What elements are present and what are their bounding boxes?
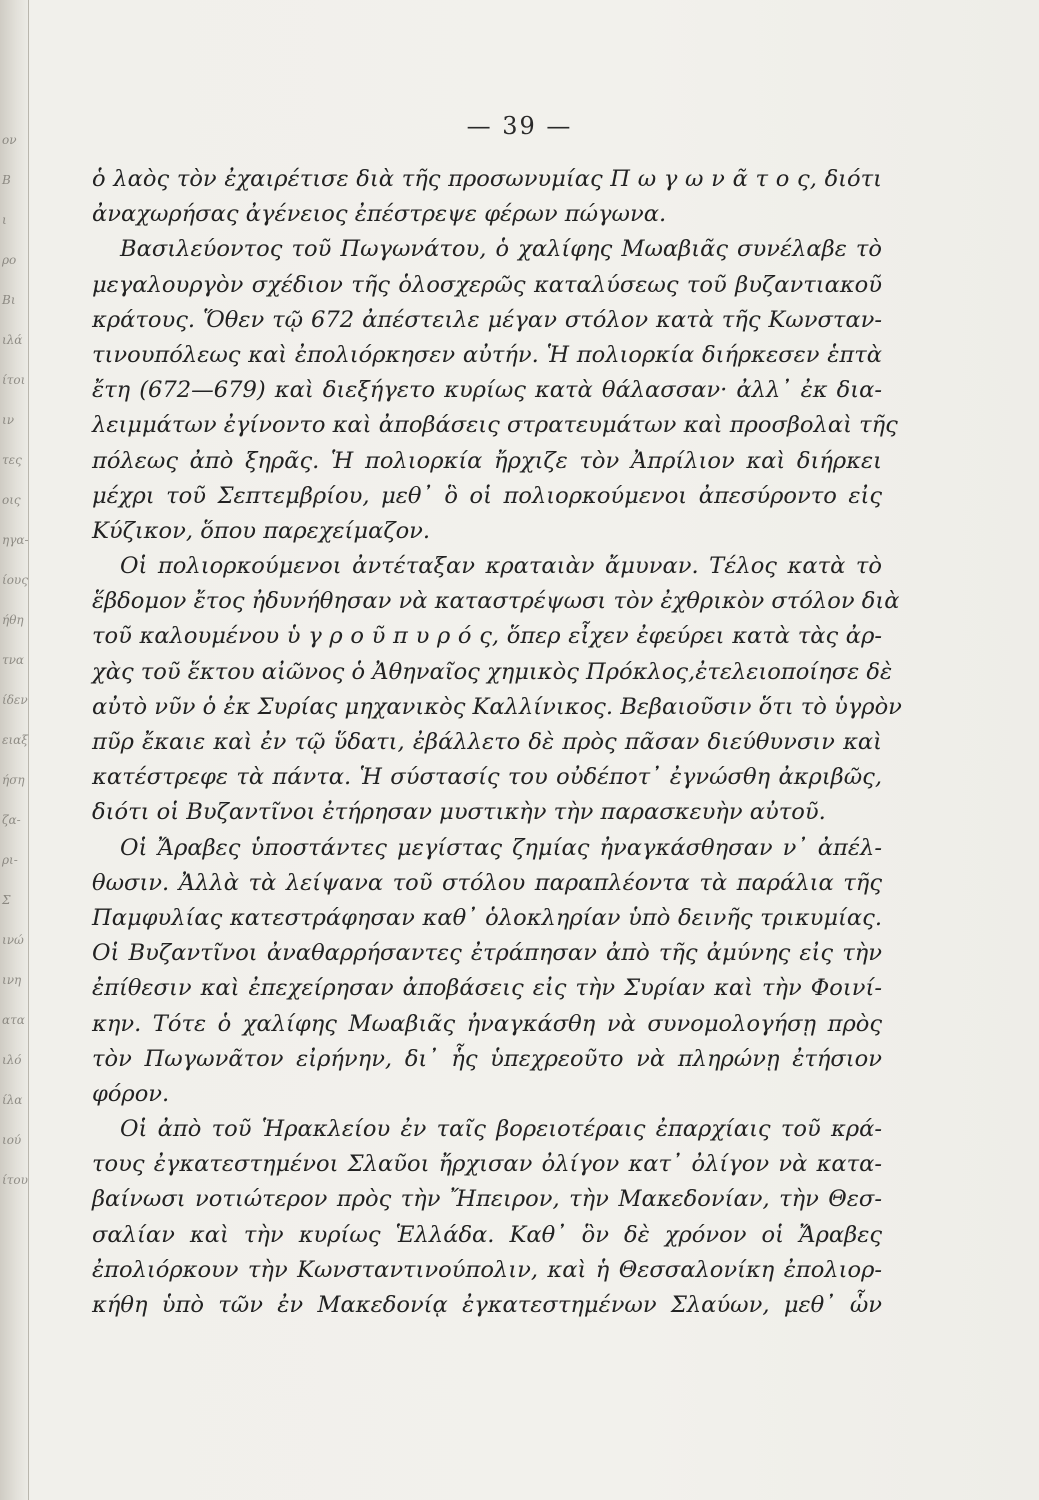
text-line: Κύζικον, ὅπου παρεχείμαζον. bbox=[92, 517, 431, 544]
edge-fragment: τνα bbox=[2, 653, 25, 667]
text-line: Οἱ Βυζαντῖνοι ἀναθαρρήσαντες ἐτράπησαν ἀπὸ τῆς ἀμύνης εἰς τὴν bbox=[92, 940, 882, 967]
edge-fragment: ήση bbox=[2, 773, 25, 787]
text-line: πῦρ ἔκαιε καὶ ἐν τῷ ὕδατι, ἐβάλλετο δὲ πρὸς πᾶσαν διεύθυνσιν καὶ bbox=[92, 729, 882, 755]
body-text bbox=[92, 162, 902, 1323]
edge-fragment: ρι- bbox=[2, 853, 18, 867]
edge-fragment: ήθη bbox=[2, 613, 24, 627]
edge-fragment: ιλό bbox=[2, 1053, 22, 1067]
edge-fragment: ιλά bbox=[2, 333, 23, 347]
facing-page-bleed bbox=[2, 120, 29, 1187]
text-line: ἀναχωρήσας ἀγένειος ἐπέστρεψε φέρων πώγωνα. bbox=[92, 201, 667, 228]
edge-fragment: οις bbox=[2, 493, 21, 507]
text-line: Οἱ ἀπὸ τοῦ Ἡρακλείου ἐν ταῖς βορειοτέραις ἐπαρχίαις τοῦ κρά- bbox=[120, 1116, 882, 1143]
text-line: ὁ λαὸς τὸν ἐχαιρέτισε διὰ τῆς προσωνυμίας Π ω γ ω ν ᾶ τ ο ς, διότι bbox=[92, 166, 882, 192]
edge-fragment: Βι bbox=[2, 293, 16, 307]
text-line: φόρον. bbox=[92, 1080, 170, 1107]
edge-fragment: ειαξ bbox=[2, 733, 28, 747]
text-line: Οἱ Ἄραβες ὑποστάντες μεγίστας ζημίας ἠναγκάσθησαν ν᾽ ἀπέλ- bbox=[120, 834, 882, 861]
edge-fragment: ον bbox=[2, 133, 17, 147]
edge-fragment: ζα- bbox=[2, 813, 21, 827]
text-line: μεγαλουργὸν σχέδιον τῆς ὁλοσχερῶς καταλύσεως τοῦ βυζαντιακοῦ bbox=[92, 271, 882, 298]
edge-fragment: ρο bbox=[2, 253, 17, 267]
text-line: διότι οἱ Βυζαντῖνοι ἐτήρησαν μυστικὴν τὴν παρασκευὴν αὐτοῦ. bbox=[92, 799, 826, 826]
text-line: ἐπολιόρκουν τὴν Κωνσταντινούπολιν, καὶ ἡ Θεσσαλονίκη ἐπολιορ- bbox=[92, 1256, 882, 1283]
binding-edge bbox=[0, 0, 29, 1500]
text-line: μέχρι τοῦ Σεπτεμβρίου, μεθ᾽ ὃ οἱ πολιορκούμενοι ἀπεσύροντο εἰς bbox=[92, 482, 882, 509]
edge-fragment: τες bbox=[2, 453, 22, 467]
text-line: Βασιλεύοντος τοῦ Πωγωνάτου, ὁ χαλίφης Μωαβιᾶς συνέλαβε τὸ bbox=[120, 236, 882, 263]
text-line: Παμφυλίας κατεστράφησαν καθ᾽ ὁλοκληρίαν ὑπὸ δεινῆς τρικυμίας. bbox=[92, 904, 882, 931]
edge-fragment: ινη bbox=[2, 973, 22, 987]
text-line: κράτους. Ὅθεν τῷ 672 ἀπέστειλε μέγαν στόλον κατὰ τῆς Κωνσταν- bbox=[92, 306, 882, 333]
text-line: κην. Τότε ὁ χαλίφης Μωαβιᾶς ἠναγκάσθη νὰ συνομολογήσῃ πρὸς bbox=[92, 1010, 882, 1037]
text-line: κήθη ὑπὸ τῶν ἐν Μακεδονίᾳ ἐγκατεστημένων Σλαύων, μεθ᾽ ὧν bbox=[92, 1292, 882, 1318]
edge-fragment: ηγα- bbox=[2, 533, 29, 547]
edge-fragment: ίους bbox=[2, 573, 28, 587]
page-number: — 39 — bbox=[466, 112, 573, 140]
text-line: χὰς τοῦ ἕκτου αἰῶνος ὁ Ἀθηναῖος χημικὸς Πρόκλος,ἐτελειοποίησε δὲ bbox=[92, 658, 893, 685]
text-line: τὸν Πωγωνᾶτον εἰρήνην, δι᾽ ἧς ὑπεχρεοῦτο νὰ πληρώνῃ ἐτήσιον bbox=[92, 1045, 882, 1072]
edge-fragment: ι bbox=[2, 213, 7, 227]
text-line: θωσιν. Ἀλλὰ τὰ λείψανα τοῦ στόλου παραπλέοντα τὰ παράλια τῆς bbox=[92, 869, 882, 896]
edge-fragment: ιν bbox=[2, 413, 14, 427]
text-line: ἔτη (672—679) καὶ διεξήγετο κυρίως κατὰ θάλασσαν· ἀλλ᾽ ἐκ δια- bbox=[92, 377, 882, 404]
edge-fragment: ίτοι bbox=[2, 373, 26, 387]
text-line: πόλεως ἀπὸ ξηρᾶς. Ἡ πολιορκία ἤρχιζε τὸν Ἀπρίλιον καὶ διήρκει bbox=[92, 447, 882, 474]
text-line: Οἱ πολιορκούμενοι ἀντέταξαν κραταιὰν ἄμυναν. Τέλος κατὰ τὸ bbox=[120, 553, 882, 580]
edge-fragment: ατα bbox=[2, 1013, 25, 1027]
text-line: τινουπόλεως καὶ ἐπολιόρκησεν αὐτήν. Ἡ πολιορκία διήρκεσεν ἑπτὰ bbox=[92, 341, 882, 368]
edge-fragment: ινώ bbox=[2, 933, 24, 947]
edge-fragment: Σ bbox=[2, 893, 11, 907]
edge-fragment: ίλα bbox=[2, 1093, 23, 1107]
edge-fragment: ίδεν bbox=[2, 693, 28, 707]
text-line: ἐπίθεσιν καὶ ἐπεχείρησαν ἀποβάσεις εἰς τὴν Συρίαν καὶ τὴν Φοινί- bbox=[92, 975, 882, 1002]
text-line: κατέστρεφε τὰ πάντα. Ἡ σύστασίς του οὐδέποτ᾽ ἐγνώσθη ἀκριβῶς, bbox=[92, 764, 882, 791]
text-line: αὐτὸ νῦν ὁ ἐκ Συρίας μηχανικὸς Καλλίνικος. Βεβαιοῦσιν ὅτι τὸ ὑγρὸν bbox=[92, 693, 902, 720]
edge-fragment: ιού bbox=[2, 1133, 22, 1147]
text-line: ἕβδομον ἔτος ἠδυνήθησαν νὰ καταστρέψωσι τὸν ἐχθρικὸν στόλον διὰ bbox=[92, 588, 900, 615]
text-line: σαλίαν καὶ τὴν κυρίως Ἑλλάδα. Καθ᾽ ὃν δὲ χρόνον οἱ Ἄραβες bbox=[92, 1221, 882, 1248]
text-line: τους ἐγκατεστημένοι Σλαῦοι ἤρχισαν ὀλίγον κατ᾽ ὀλίγον νὰ κατα- bbox=[92, 1151, 882, 1178]
edge-fragment: Β bbox=[2, 173, 11, 187]
edge-fragment: ίτου bbox=[2, 1173, 28, 1187]
text-line: λειμμάτων ἐγίνοντο καὶ ἀποβάσεις στρατευμάτων καὶ προσβολαὶ τῆς bbox=[92, 412, 898, 439]
text-line: βαίνωσι νοτιώτερον πρὸς τὴν Ἤπειρον, τὴν Μακεδονίαν, τὴν Θεσ- bbox=[92, 1186, 882, 1213]
text-line: τοῦ καλουμένου ὑ γ ρ ο ῦ π υ ρ ό ς, ὅπερ εἶχεν ἐφεύρει κατὰ τὰς ἀρ- bbox=[92, 623, 882, 650]
